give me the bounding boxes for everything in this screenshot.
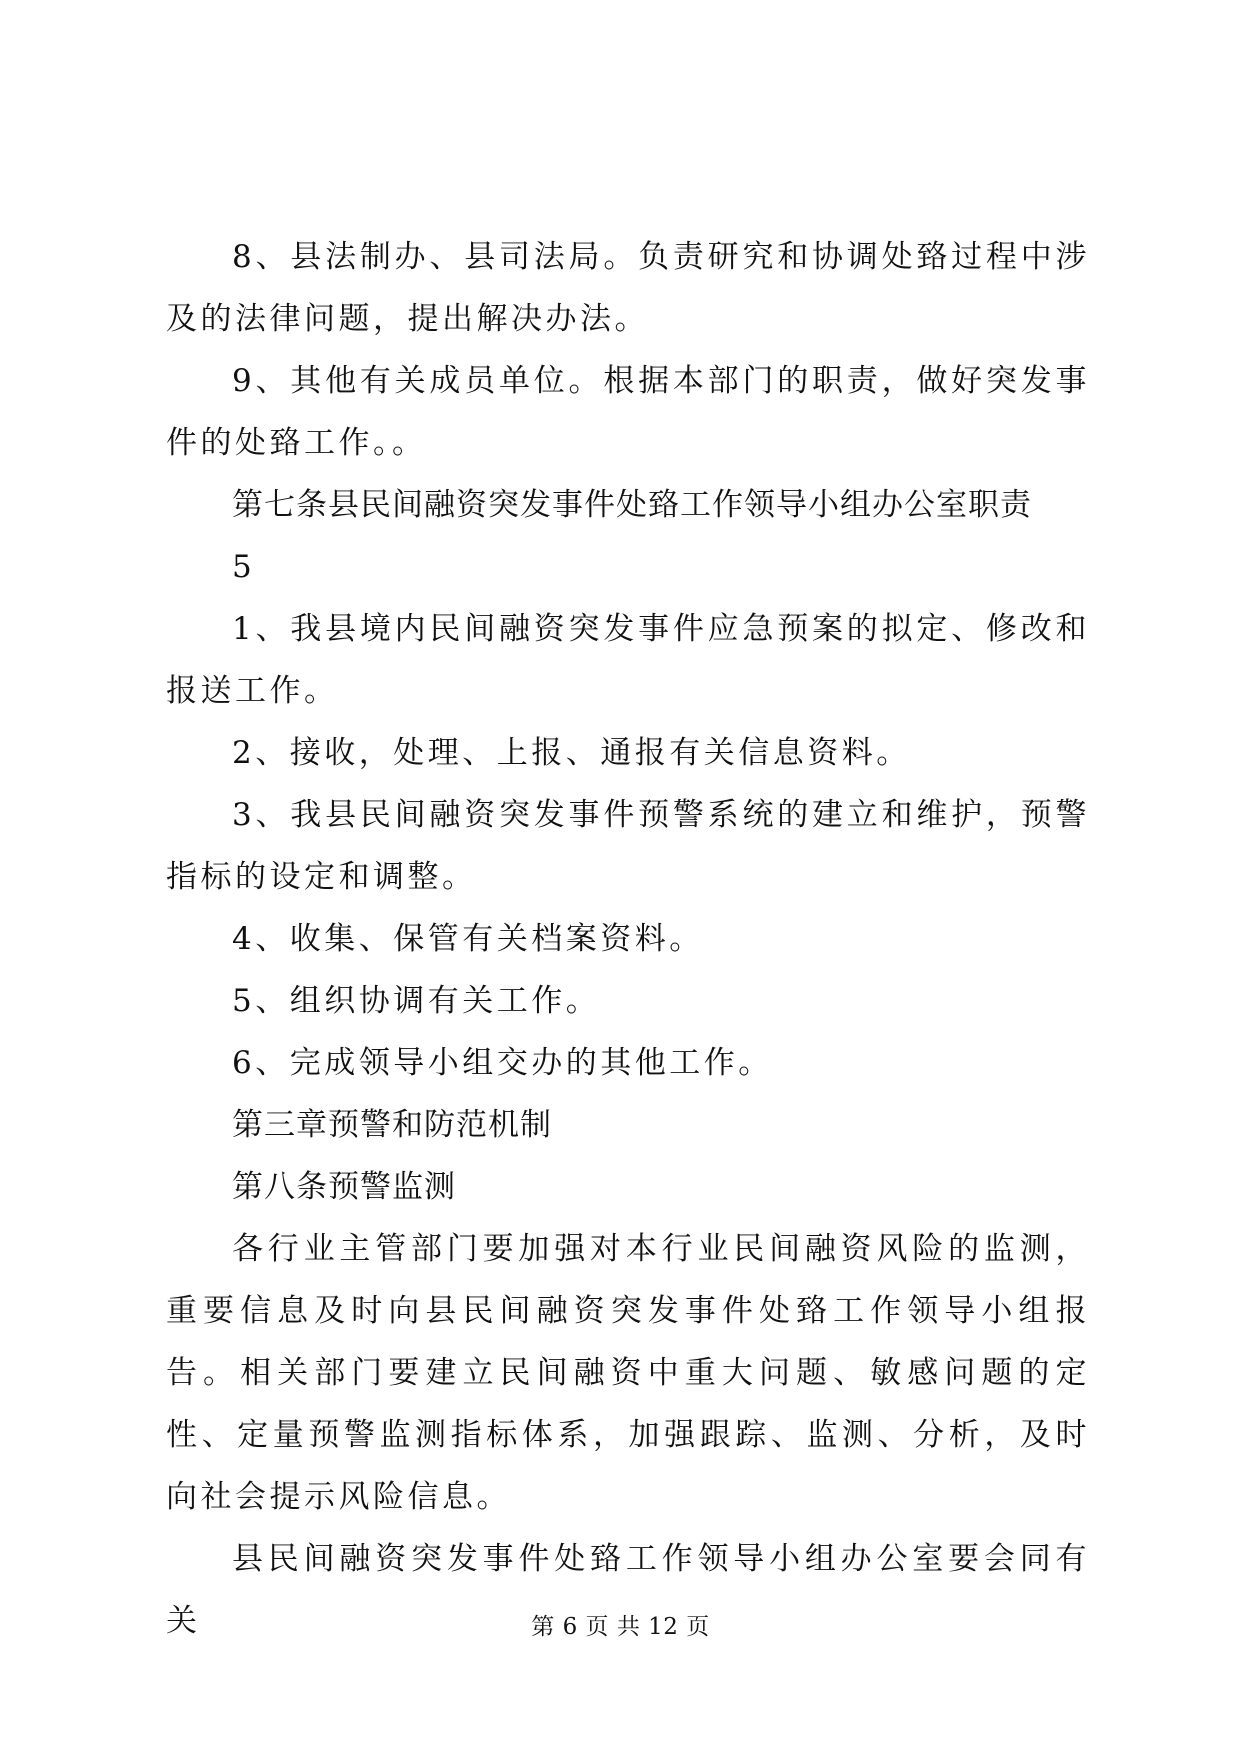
- document-body: [166, 226, 1090, 1652]
- office-paragraph: 县民间融资突发事件处臵工作领导小组办公室要会同有关: [166, 1541, 1090, 1639]
- chapter-3-heading: 第三章预警和防范机制: [232, 1107, 552, 1143]
- stray-number: 5: [232, 549, 252, 585]
- duty-item-5: 5、组织协调有关工作。: [232, 983, 601, 1019]
- article-7-heading: 第七条县民间融资突发事件处臵工作领导小组办公室职责: [232, 487, 1032, 523]
- duty-item-1: 1、我县境内民间融资突发事件应急预案的拟定、修改和报送工作。: [166, 611, 1090, 709]
- duty-item-3: 3、我县民间融资突发事件预警系统的建立和维护，预警指标的设定和调整。: [166, 797, 1090, 895]
- paragraph-item-9: 9、其他有关成员单位。根据本部门的职责，做好突发事件的处臵工作。。: [166, 363, 1090, 461]
- duty-item-4: 4、收集、保管有关档案资料。: [232, 921, 704, 957]
- article-8-heading: 第八条预警监测: [232, 1169, 456, 1205]
- duty-item-2: 2、接收，处理、上报、通报有关信息资料。: [232, 735, 911, 771]
- page-footer: 第 6 页 共 12 页: [531, 1614, 710, 1640]
- monitoring-paragraph: 各行业主管部门要加强对本行业民间融资风险的监测，重要信息及时向县民间融资突发事件处臵工作领导小组报告。相关部门要建立民间融资中重大问题、敏感问题的定性、定量预警监测指标体系，加强跟踪、监测、分析，及时向社会提示风险信息。: [166, 1231, 1090, 1515]
- duty-item-6: 6、完成领导小组交办的其他工作。: [232, 1045, 773, 1081]
- paragraph-item-8: 8、县法制办、县司法局。负责研究和协调处臵过程中涉及的法律问题，提出解决办法。: [166, 239, 1090, 337]
